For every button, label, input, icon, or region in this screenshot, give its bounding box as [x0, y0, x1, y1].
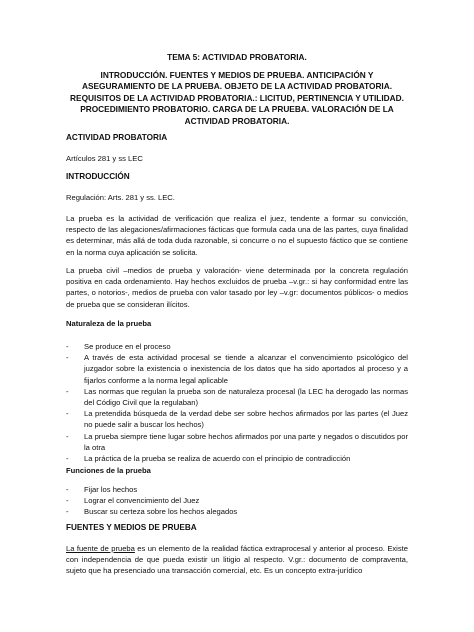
section-heading-actividad: ACTIVIDAD PROBATORIA: [66, 133, 168, 142]
list-item: - Las normas que regulan la prueba son de naturaleza procesal (la LEC ha derogado las normas del Código Civil que la regulaban): [66, 386, 408, 408]
sources-body: es un elemento de la realidad fáctica extraprocesal y anterior al proceso. Existe con independencia de que pueda existir un litigio al respecto. V.gr.: documento de compraventa, sujeto que ha presenciado una transacción comercial, etc. Es un concepto extra-jurídico: [66, 544, 408, 576]
list-item: - La pretendida búsqueda de la verdad debe ser sobre hechos afirmados por las partes (el Juez no puede salir a buscar los hechos): [66, 408, 408, 430]
list-item: - A través de esta actividad procesal se tiende a alcanzar el convencimiento psicológico del juzgador sobre la existencia o inexistencia de los datos que ha sido aportados al proceso y a fijarlos conforme a la norma legal aplicable: [66, 352, 408, 386]
list-item: - Se produce en el proceso: [66, 341, 408, 352]
list-item: - Lograr el convencimiento del Juez: [66, 495, 408, 506]
functions-list: [66, 484, 408, 518]
regulation-line: Regulación: Arts. 281 y ss. LEC.: [66, 193, 175, 202]
sources-lead-term: La fuente de prueba: [66, 544, 135, 553]
sources-heading: FUENTES Y MEDIOS DE PRUEBA: [66, 523, 197, 532]
paragraph-civil-proof: La prueba civil –medios de prueba y valoración- viene determinada por la concreta regulación positiva en cada ordenamiento. Hay hechos excluidos de prueba –v.gr.: si hay conformidad entre las partes, o notorios-, medios de prueba con valor tasado por ley –v.gr: documentos públicos- o medios de prueba que se consideran ilícitos.: [66, 266, 408, 309]
paragraph-definition: La prueba es la actividad de verificación que realiza el juez, tendente a formar su convicción, respecto de las alegaciones/afirmaciones fácticas que formula cada una de las partes, cuya finalidad es determinar, más allá de toda duda razonable, si concurre o no el supuesto fáctico que se contiene en la norma cuya aplicación se solicita.: [66, 214, 408, 257]
document-subtitle: INTRODUCCIÓN. FUENTES Y MEDIOS DE PRUEBA. ANTICIPACIÓN Y ASEGURAMIENTO DE LA PRUEBA. OBJETO DE LA ACTIVIDAD PROBATORIA. REQUISITOS DE LA ACTIVIDAD PROBATORIA.: LICITUD, PERTINENCIA Y UTILIDAD. PROCEDIMIENTO PROBATORIO. CARGA DE LA PRUEBA. VALORACIÓN DE LA ACTIVIDAD PROBATORIA.: [70, 70, 404, 126]
functions-heading: Funciones de la prueba: [66, 466, 151, 475]
intro-heading: INTRODUCCIÓN: [66, 172, 130, 181]
articles-reference: Artículos 281 y ss LEC: [66, 154, 143, 163]
document-title: TEMA 5: ACTIVIDAD PROBATORIA.: [167, 52, 307, 62]
list-item: - La práctica de la prueba se realiza de acuerdo con el principio de contradicción: [66, 453, 408, 464]
nature-heading: Naturaleza de la prueba: [66, 319, 152, 328]
nature-list: [66, 341, 408, 464]
paragraph-sources: [66, 543, 408, 577]
list-item: - Buscar su certeza sobre los hechos alegados: [66, 506, 408, 517]
list-item: - Fijar los hechos: [66, 484, 408, 495]
list-item: - La prueba siempre tiene lugar sobre hechos afirmados por una parte y negados o discutidos por la otra: [66, 431, 408, 453]
